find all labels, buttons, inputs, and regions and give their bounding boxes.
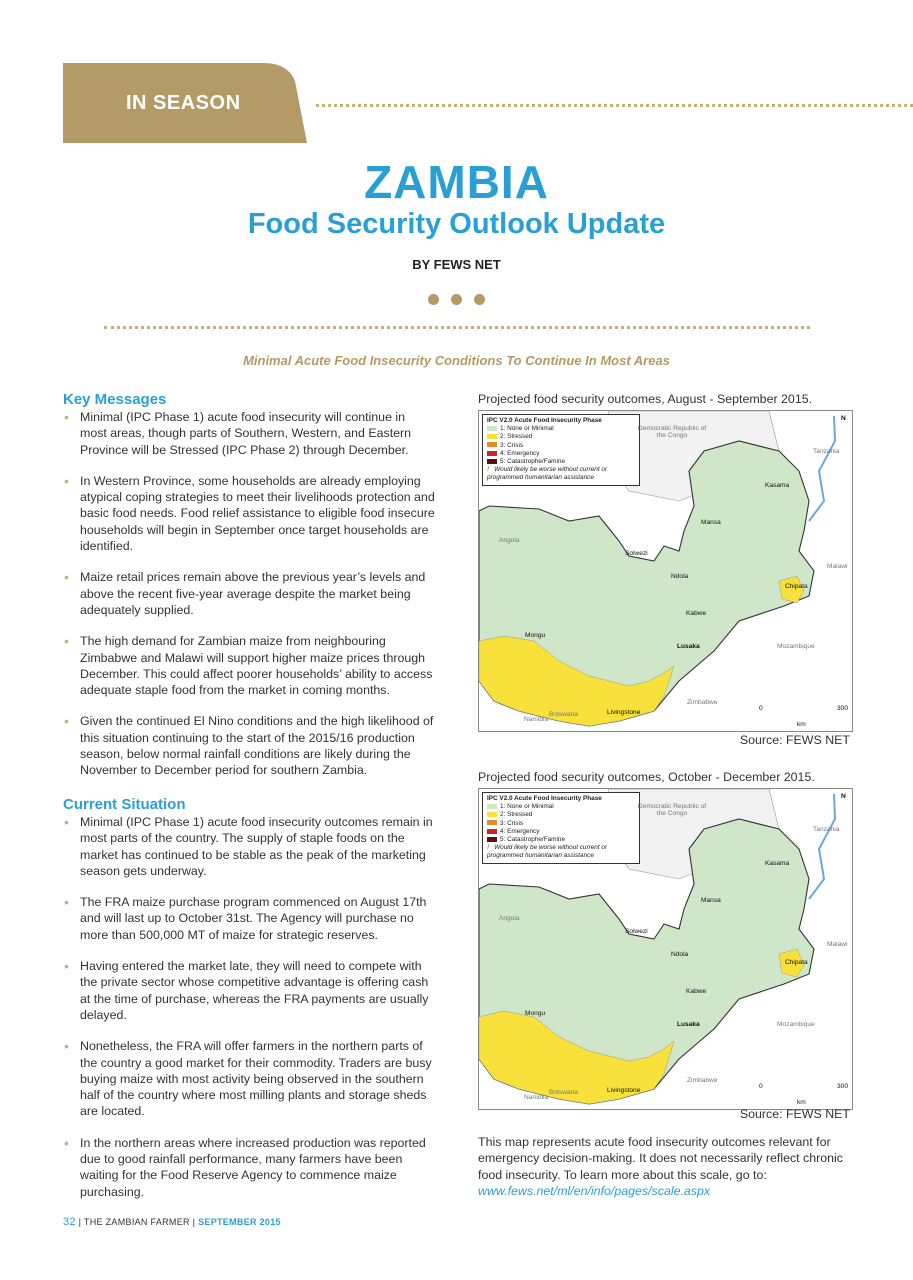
key-messages-list [63, 409, 435, 794]
map-label-kabwe: Kabwe [686, 610, 707, 617]
legend-item: 2: Stressed [487, 433, 635, 441]
map-label-lusaka: Lusaka [677, 1021, 700, 1028]
page-number: 32 [63, 1216, 76, 1228]
list-item: • Having entered the market late, they will need to compete with the private sector whose competitive advantage is offering cash at the time of purchase, whereas the FRA payments are usually delayed. [63, 958, 435, 1023]
map-label-chipata: Chipata [785, 583, 808, 590]
page-footer: 32 | THE ZAMBIAN FARMER | SEPTEMBER 2015 [63, 1216, 281, 1228]
map-label-mansa: Mansa [701, 519, 721, 526]
map-label-botswana: Botswana [549, 711, 578, 718]
current-situation-heading: Current Situation [63, 796, 186, 813]
map-label-kasama: Kasama [765, 860, 790, 867]
map-label-mozambique: Mozambique [777, 643, 815, 650]
map-label-livingstone: Livingstone [607, 709, 641, 716]
list-item: • The FRA maize purchase program commenced on August 17th and will last up to October 31st. The Agency will purchase no more than 500,000 MT of maize for strategic reserves. [63, 894, 435, 943]
scale-unit: km [797, 721, 806, 728]
byline: BY FEWS NET [412, 257, 501, 272]
key-messages-heading: Key Messages [63, 391, 167, 408]
scale-start: 0 [759, 1083, 763, 1090]
map-label-kasama: Kasama [765, 482, 790, 489]
section-label: IN SEASON [126, 92, 241, 114]
page-subtitle: Food Security Outlook Update [247, 208, 666, 240]
map-label-tanzania: Tanzania [813, 826, 840, 833]
map-label-chipata: Chipata [785, 959, 808, 966]
map-label-zimbabwe: Zimbabwe [687, 1077, 718, 1084]
legend-note: ! Would likely be worse without current or programmed humanitarian assistance [487, 466, 608, 482]
list-item: • Nonetheless, the FRA will offer farmers in the northern parts of the country a good market for their commodity. Traders are busy buying maize with most activity being observed in the southern half of the country where most milling plants and storage sheds are located. [63, 1038, 435, 1119]
map-source: Source: FEWS NET [739, 1107, 850, 1121]
legend-item: 2: Stressed [487, 811, 635, 819]
map-legend [482, 414, 640, 486]
map-label-mongu: Mongu [525, 632, 546, 639]
north-arrow-icon: N [841, 415, 846, 422]
map-label-mozambique: Mozambique [777, 1021, 815, 1028]
list-item: • In the northern areas where increased production was reported due to good rainfall performance, many farmers have been waiting for the Food Reserve Agency to commence maize purchasing. [63, 1135, 435, 1200]
map-label-solwezi: Solwezi [625, 928, 648, 935]
map-caption: Projected food security outcomes, August - September 2015. [478, 392, 813, 406]
list-item: • Minimal (IPC Phase 1) acute food insecurity will continue in most areas, though parts of Southern, Western, and Eastern Province will be Stressed (IPC Phase 2) through December. [63, 409, 435, 458]
map-label-malawi: Malawi [827, 941, 848, 948]
map-label-solwezi: Solwezi [625, 550, 648, 557]
decorative-dots [0, 292, 913, 310]
map-label-botswana: Botswana [549, 1089, 578, 1096]
legend-item: 5: Catastrophe/Famine [487, 836, 635, 844]
map-label-zimbabwe: Zimbabwe [687, 699, 718, 706]
map-label-angola: Angola [499, 915, 520, 922]
map-label-mongu: Mongu [525, 1010, 546, 1017]
current-situation-list [63, 814, 435, 1215]
map-label-ndola: Ndola [671, 951, 689, 958]
list-item: • In Western Province, some households are already employing atypical coping strategies to meet their livelihoods protection and basic food needs. Food relief assistance to eligible food insecure households will begin in September once target households are identified. [63, 473, 435, 554]
legend-title: IPC V2.0 Acute Food Insecurity Phase [487, 795, 602, 802]
map-label-ndola: Ndola [671, 573, 689, 580]
legend-note: ! Would likely be worse without current or programmed humanitarian assistance [487, 844, 608, 860]
legend-item: 1: None or Minimal [487, 425, 635, 433]
map-note-text: This map represents acute food insecurity outcomes relevant for emergency decision-making. It does not necessarily reflect chronic food insecurity. To learn more about this scale, go to: [478, 1135, 844, 1182]
map-label-malawi: Malawi [827, 563, 848, 570]
list-item: • The high demand for Zambian maize from neighbouring Zimbabwe and Malawi will support higher maize prices through December. This could affect poorer households’ ability to access adequate staple food from the market in coming months. [63, 633, 435, 698]
publication-name: THE ZAMBIAN FARMER [83, 1217, 190, 1227]
north-arrow-icon: N [841, 793, 846, 800]
header-divider [316, 104, 913, 107]
scale-unit: km [797, 1099, 806, 1106]
scale-end: 300 [837, 1083, 849, 1090]
legend-item: 5: Catastrophe/Famine [487, 458, 635, 466]
map-label-namibia: Namibia [524, 1094, 549, 1101]
map-label-mansa: Mansa [701, 897, 721, 904]
map-label-kabwe: Kabwe [686, 988, 707, 995]
legend-item: 3: Crisis [487, 442, 635, 450]
tagline: Minimal Acute Food Insecurity Conditions To Continue In Most Areas [243, 353, 670, 368]
scale-end: 300 [837, 705, 849, 712]
page-title: ZAMBIA [364, 156, 549, 208]
map-oct-dec [478, 788, 853, 1110]
map-label-livingstone: Livingstone [607, 1087, 641, 1094]
map-label-angola: Angola [499, 537, 520, 544]
map-label-lusaka: Lusaka [677, 643, 700, 650]
map-note [478, 1134, 850, 1199]
legend-title: IPC V2.0 Acute Food Insecurity Phase [487, 417, 602, 424]
list-item: • Maize retail prices remain above the previous year’s levels and above the recent five-year average despite the market being adequately supplied. [63, 569, 435, 618]
legend-item: 4: Emergency [487, 450, 635, 458]
map-label-namibia: Namibia [524, 716, 549, 723]
list-item: • Given the continued El Nino conditions and the high likelihood of this situation continuing to the start of the 2015/16 production season, below normal rainfall conditions are likely during the November to December period for southern Zambia. [63, 713, 435, 778]
map-legend [482, 792, 640, 864]
scale-link[interactable]: www.fews.net/ml/en/info/pages/scale.aspx [478, 1183, 711, 1198]
map-label-drc: Democratic Republic of the Congo [637, 425, 707, 439]
map-label-tanzania: Tanzania [813, 448, 840, 455]
list-item: • Minimal (IPC Phase 1) acute food insecurity outcomes remain in most parts of the country. The supply of staple foods on the market has continued to be stable as the peak of the marketing season gets underway. [63, 814, 435, 879]
map-source: Source: FEWS NET [739, 733, 850, 747]
legend-item: 1: None or Minimal [487, 803, 635, 811]
issue-date: SEPTEMBER 2015 [198, 1217, 281, 1227]
map-caption: Projected food security outcomes, October - December 2015. [478, 770, 815, 784]
legend-item: 3: Crisis [487, 820, 635, 828]
scale-start: 0 [759, 705, 763, 712]
legend-item: 4: Emergency [487, 828, 635, 836]
map-aug-sep [478, 410, 853, 732]
map-label-drc: Democratic Republic of the Congo [637, 803, 707, 817]
title-divider [104, 326, 810, 329]
